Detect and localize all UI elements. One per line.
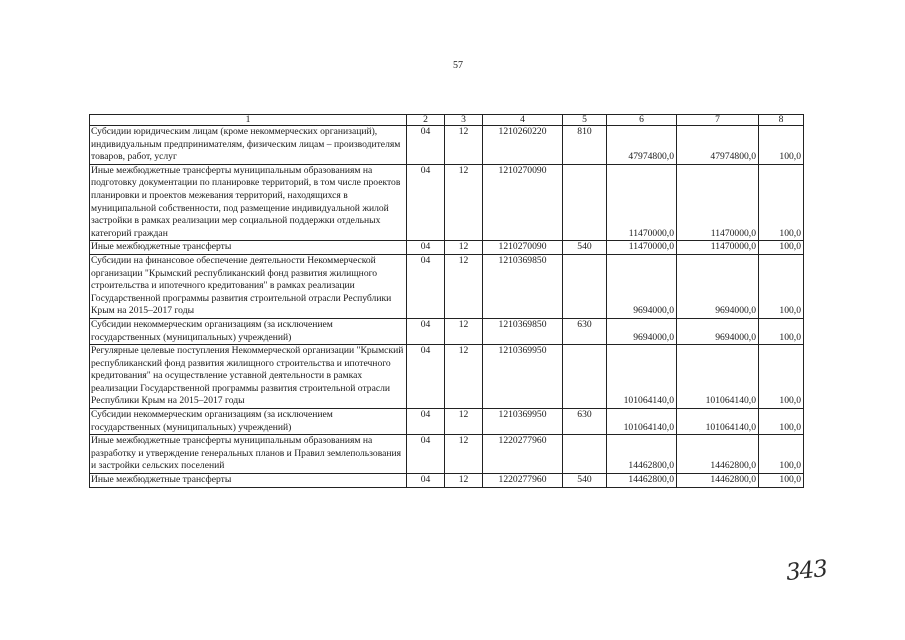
column-header: 5 (563, 115, 607, 126)
cell-target-article: 1210369850 (483, 254, 563, 318)
cell-target-article: 1210270090 (483, 164, 563, 241)
cell-execution-percent: 100,0 (759, 435, 804, 474)
cell-executed-amount: 14462800,0 (677, 435, 759, 474)
cell-executed-amount: 9694000,0 (677, 254, 759, 318)
cell-executed-amount: 47974800,0 (677, 126, 759, 165)
cell-expense-type (563, 164, 607, 241)
cell-name: Иные межбюджетные трансферты (90, 241, 407, 255)
cell-execution-percent: 100,0 (759, 409, 804, 435)
cell-subsection: 12 (445, 126, 483, 165)
cell-planned-amount: 47974800,0 (607, 126, 677, 165)
cell-execution-percent: 100,0 (759, 318, 804, 344)
cell-subsection: 12 (445, 254, 483, 318)
cell-executed-amount: 11470000,0 (677, 164, 759, 241)
table-header-row (90, 115, 804, 126)
cell-name: Иные межбюджетные трансферты (90, 474, 407, 488)
cell-expense-type (563, 435, 607, 474)
table-row (90, 164, 804, 241)
cell-planned-amount: 11470000,0 (607, 241, 677, 255)
cell-target-article: 1220277960 (483, 474, 563, 488)
cell-subsection: 12 (445, 164, 483, 241)
cell-section: 04 (407, 345, 445, 409)
cell-expense-type (563, 345, 607, 409)
cell-section: 04 (407, 254, 445, 318)
cell-subsection: 12 (445, 409, 483, 435)
cell-planned-amount: 14462800,0 (607, 474, 677, 488)
cell-subsection: 12 (445, 241, 483, 255)
cell-name: Регулярные целевые поступления Некоммерческой организации "Крымский республиканский фонд развития жилищного строительства и ипотечного кредитования" на осуществление уставной деятельности в рамках реализации Государственной программы развития строительной отрасли Республики Крым на 2015–2017 годы (90, 345, 407, 409)
cell-name: Субсидии на финансовое обеспечение деятельности Некоммерческой организации "Крымский республиканский фонд развития жилищного строительства и ипотечного кредитования" в рамках реализации Государственной программы развития строительной отрасли Республики Крым на 2015–2017 годы (90, 254, 407, 318)
table-row (90, 345, 804, 409)
table-row (90, 409, 804, 435)
table-row (90, 254, 804, 318)
cell-executed-amount: 101064140,0 (677, 409, 759, 435)
cell-planned-amount: 9694000,0 (607, 254, 677, 318)
cell-expense-type: 810 (563, 126, 607, 165)
table-row (90, 474, 804, 488)
cell-execution-percent: 100,0 (759, 241, 804, 255)
cell-section: 04 (407, 126, 445, 165)
cell-section: 04 (407, 474, 445, 488)
cell-name: Субсидии юридическим лицам (кроме некоммерческих организаций), индивидуальным предпринимателям, физическим лицам – производителям товаров, работ, услуг (90, 126, 407, 165)
cell-target-article: 1210369950 (483, 409, 563, 435)
cell-planned-amount: 101064140,0 (607, 345, 677, 409)
column-header: 2 (407, 115, 445, 126)
cell-section: 04 (407, 318, 445, 344)
column-header: 6 (607, 115, 677, 126)
cell-execution-percent: 100,0 (759, 474, 804, 488)
cell-planned-amount: 11470000,0 (607, 164, 677, 241)
cell-expense-type: 630 (563, 318, 607, 344)
cell-execution-percent: 100,0 (759, 126, 804, 165)
cell-planned-amount: 14462800,0 (607, 435, 677, 474)
cell-subsection: 12 (445, 435, 483, 474)
handwritten-page-mark: 343 (784, 555, 829, 587)
cell-expense-type: 540 (563, 241, 607, 255)
page-number: 57 (453, 60, 463, 71)
cell-section: 04 (407, 409, 445, 435)
cell-executed-amount: 14462800,0 (677, 474, 759, 488)
column-header: 7 (677, 115, 759, 126)
cell-target-article: 1210369950 (483, 345, 563, 409)
cell-planned-amount: 9694000,0 (607, 318, 677, 344)
cell-section: 04 (407, 435, 445, 474)
cell-target-article: 1210369850 (483, 318, 563, 344)
cell-section: 04 (407, 164, 445, 241)
column-header: 1 (90, 115, 407, 126)
cell-name: Субсидии некоммерческим организациям (за исключением государственных (муниципальных) учреждений) (90, 318, 407, 344)
cell-subsection: 12 (445, 345, 483, 409)
cell-name: Субсидии некоммерческим организациям (за исключением государственных (муниципальных) учреждений) (90, 409, 407, 435)
table-row (90, 126, 804, 165)
cell-target-article: 1210260220 (483, 126, 563, 165)
table-row (90, 318, 804, 344)
cell-expense-type (563, 254, 607, 318)
cell-section: 04 (407, 241, 445, 255)
cell-execution-percent: 100,0 (759, 345, 804, 409)
cell-target-article: 1210270090 (483, 241, 563, 255)
cell-subsection: 12 (445, 474, 483, 488)
cell-expense-type: 540 (563, 474, 607, 488)
cell-target-article: 1220277960 (483, 435, 563, 474)
cell-expense-type: 630 (563, 409, 607, 435)
cell-name: Иные межбюджетные трансферты муниципальным образованиям на разработку и утверждение генеральных планов и Правил землепользования и застройки сельских поселений (90, 435, 407, 474)
cell-executed-amount: 11470000,0 (677, 241, 759, 255)
column-header: 8 (759, 115, 804, 126)
budget-table (89, 114, 804, 488)
cell-execution-percent: 100,0 (759, 254, 804, 318)
column-header: 3 (445, 115, 483, 126)
cell-executed-amount: 9694000,0 (677, 318, 759, 344)
table-row (90, 435, 804, 474)
cell-name: Иные межбюджетные трансферты муниципальным образованиям на подготовку документации по планировке территорий, в том числе проектов планировки и проектов межевания территорий, находящихся в муниципальной собственности, под размещение индивидуальной жилой застройки в рамках реализации мер социальной поддержки отдельных категорий граждан (90, 164, 407, 241)
column-header: 4 (483, 115, 563, 126)
cell-execution-percent: 100,0 (759, 164, 804, 241)
cell-subsection: 12 (445, 318, 483, 344)
table-body (90, 126, 804, 488)
table-row (90, 241, 804, 255)
cell-executed-amount: 101064140,0 (677, 345, 759, 409)
cell-planned-amount: 101064140,0 (607, 409, 677, 435)
